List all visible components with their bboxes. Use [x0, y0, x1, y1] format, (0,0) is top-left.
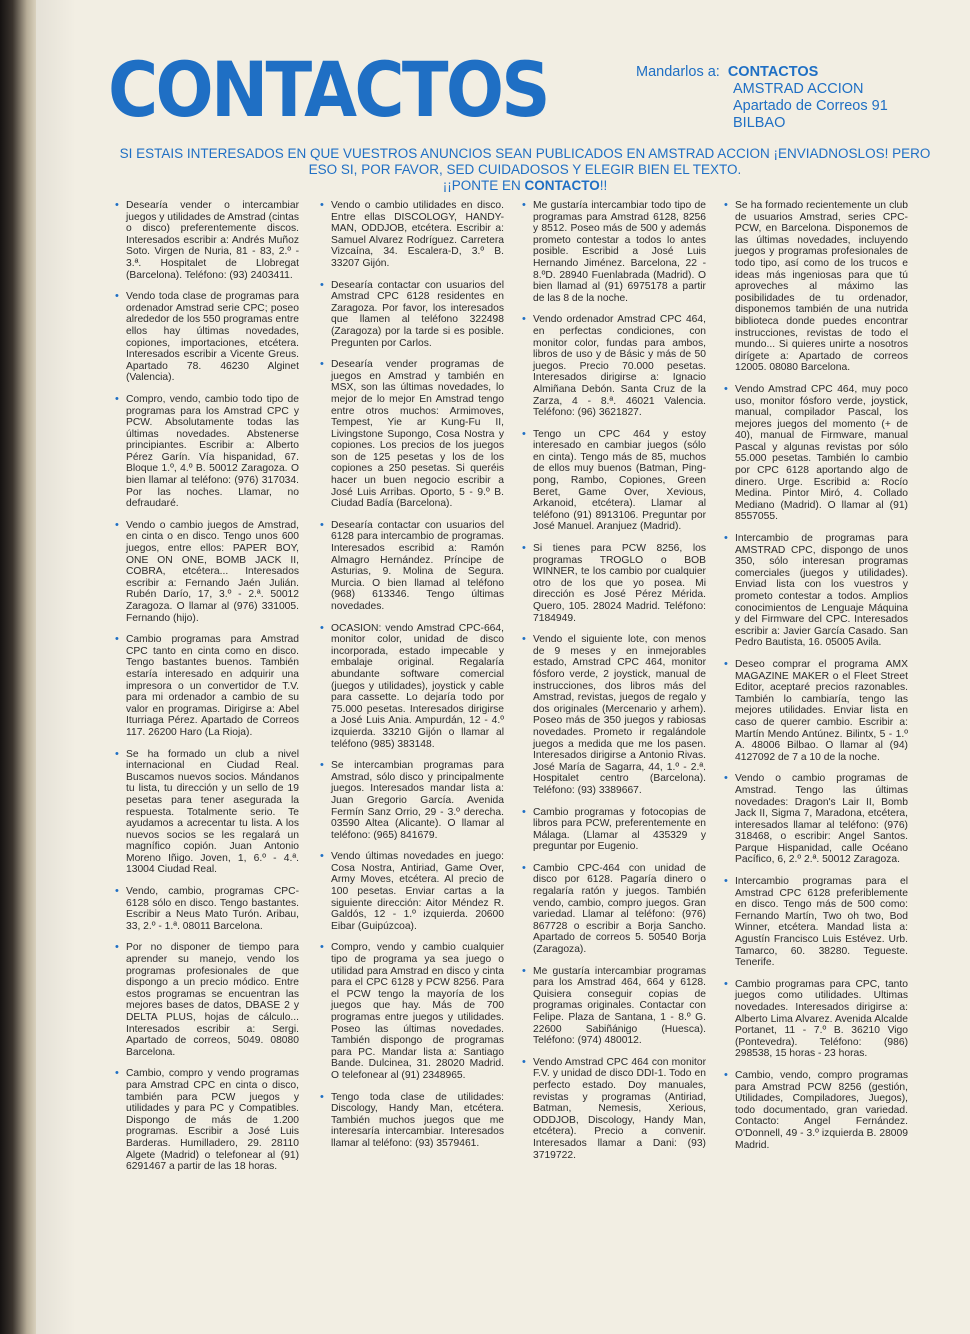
- classified-ad: • Vendo Amstrad CPC 464 con monitor F.V. y unidad de disco DDI-1. Todo en perfecto estado. Doy manuales, revistas y programas (Antiriad, Batman, Nemesis, Xerious, ODDJOB, Discology, Handy Man, etcétera). Precio a convenir. Interesados llamar a Dani: (93) 3719722.: [522, 1057, 706, 1161]
- classified-ad: • Cambio programas para Amstrad CPC tanto en cinta como en disco. Tengo bastantes buenos. También estaría interesado en adquirir una impresora o un convertidor de T.V. para mi ordenador a cambio de su valor en programas. Dirigirse a: Abel Iturriaga Pérez. Apartado de Correos 117. 26200 Haro (La Rioja).: [115, 634, 299, 738]
- classified-ad: • Desearía vender programas de juegos en Amstrad y también en MSX, son las últimas novedades, lo mejor de lo mejor En Amstrad tengo entre otros muchos: Armimoves, Tempest, Yie ar Kung-Fu II, Livingstone Supongo, Cosa Nostra y copiones. Los precios de los juegos son de 125 pesetas y los de los copiones a 250 pesetas. Si queréis hacer un buen negocio escribir a José Luis Arribas. Oporto, 5 - 9.º B. Ciudad Badía (Barcelona).: [320, 359, 504, 510]
- classified-ad: • Cambio, vendo, compro programas para Amstrad PCW 8256 (gestión, Utilidades, Compiladores, Juegos), todo documentado, gran variedad. Contacto: Angel Fernández. O'Donnell, 49 - 3.º izquierda B. 28009 Madrid.: [724, 1070, 908, 1151]
- classified-ad: • Me gustaría intercambiar programas para los Amstrad 464, 664 y 6128. Quisiera conseguir copias de programas originales. Contactar con Felipe. Plaza de Santana, 1 - 8.º G. 22600 Sabiñánigo (Huesca). Teléfono: (974) 480012.: [522, 966, 706, 1047]
- classified-ad: • Vendo el siguiente lote, con menos de 9 meses y en inmejorables estado, Amstrad CPC 464, monitor fósforo verde, 2 joystick, manual de instrucciones, dos libros más del Amstrad, revistas, juegos de regalo y dos originales (Mercenario y arhem). Poseo más de 350 juegos y rabiosas novedades. Prometo ir regalándole juegos a medida que me los pasen. Interesados dirigirse a Antonio Rivas. José María de Sagarra, 44, 1.º - 2.ª. Hospitalet centro (Barcelona). Teléfono: (93) 3389667.: [522, 634, 706, 796]
- classified-ad: • Cambio CPC-464 con unidad de disco por 6128. Pagaría dinero o regalaría ratón y juegos. También vendo, cambio, compro juegos. Gran variedad. Llamar al teléfono: (976) 867728 o escribir a Borja Sancho. Apartado de correos 5. 50540 Borja (Zaragoza).: [522, 863, 706, 956]
- contact-word: CONTACTO: [524, 178, 600, 193]
- contact-prefix: ¡¡PONTE EN: [442, 178, 521, 193]
- classifieds-column-4: [724, 200, 908, 1161]
- classified-ad: • Cambio programas para CPC, tanto juegos como utilidades. Ultimas novedades. Interesados dirigirse a: Alberto Lima Alvarez. Avenida Alcalde Portanet, 11 - 7.º B. 36210 Vigo (Pontevedra). Teléfono: (986) 298538, 15 horas - 23 horas.: [724, 979, 908, 1060]
- classifieds-column-2: [320, 200, 504, 1160]
- classified-ad: • Se ha formado un club a nivel internacional en Ciudad Real. Buscamos nuevos socios. Mándanos tu lista, tu dirección y un sello de 19 pesetas para tener asegurada la respuesta. Totalmente serio. Te ayudamos a acrecentar tu lista. A los nuevos socios se les regalará un magnífico copión. Juan Antonio Moreno Iñigo. Joven, 1, 6.º - 4.ª. 13004 Ciudad Real.: [115, 749, 299, 877]
- classified-ad: • Si tienes para PCW 8256, los programas TROGLO o BOB WINNER, te los cambio por cualquier otro de los que yo posea. Mi dirección es José Pérez Mérida. Quero, 105. 28024 Madrid. Teléfono: 7184949.: [522, 543, 706, 624]
- classified-ad: • Vendo o cambio juegos de Amstrad, en cinta o en disco. Tengo unos 600 juegos, entre ellos: PAPER BOY, ONE ON ONE, BOMB JACK II, COBRA, etcétera... Interesados escribir a: Fernando Jaén Julián. Rubén Darío, 17, 3.º - 2.ª. 50012 Zaragoza. O llamar al (976) 331005. Fernando (hijo).: [115, 520, 299, 624]
- mailing-address: [636, 64, 888, 132]
- magazine-page: [36, 0, 970, 1334]
- contact-line: [110, 178, 940, 194]
- send-label: Mandarlos a:: [636, 64, 720, 80]
- address-line: Apartado de Correos 91: [733, 98, 888, 114]
- classifieds-column-1: [115, 200, 299, 1183]
- classified-ad: • Compro, vendo, cambio todo tipo de programas para los Amstrad CPC y PCW. Absolutamente todas las últimas novedades. Abstenerse principiantes. Escribir a: Alberto Pérez Garín. Vía hispanidad, 67. Bloque 1.º, 4.º B. 50012 Zaragoza. O bien llamar al teléfono: (976) 317034. Por las noches. Llamar, no defraudaré.: [115, 394, 299, 510]
- intro-text: [110, 146, 940, 194]
- contact-suffix: !!: [599, 178, 608, 193]
- classified-ad: • Intercambio programas para el Amstrad CPC 6128 preferiblemente en disco. Tengo más de 500 como: Fernando Martín, Two oh two, Bod Winner, etcétera. Mandad lista a: Agustín Francisco Luis Estévez. Urb. Tamarco, 60. 38280. Tegueste. Tenerife.: [724, 876, 908, 969]
- classifieds-column-3: [522, 200, 706, 1171]
- classified-ad: • Se intercambian programas para Amstrad, sólo disco y principalmente juegos. Interesados mandar lista a: Juan Gregorio García. Avenida Fermín Sanz Orrio, 29 - 3.º derecha. 03590 Altea (Alicante). O llamar al teléfono: (965) 841679.: [320, 760, 504, 841]
- classified-ad: • Vendo o cambio programas de Amstrad. Tengo las últimas novedades: Dragon's Lair II, Bomb Jack II, Sigma 7, Maradona, etcétera, interesados llamar al teléfono: (976) 318468, o escribir: Angel Santos. Parque Hispanidad, calle Océano Pacífico, 6, 2.º 2.ª. 50012 Zaragoza.: [724, 773, 908, 866]
- address-line: BILBAO: [733, 115, 786, 131]
- send-to: CONTACTOS: [727, 64, 819, 80]
- classified-ad: • Cambio, compro y vendo programas para Amstrad CPC en cinta o disco, también para PCW juegos y utilidades y para PC y Compatibles. Dispongo de más de 1.200 programas. Escribir a José Luis Barderas. Humilladero, 29. 28110 Algete (Madrid) o telefonear al (91) 6291467 a partir de las 18 horas.: [115, 1068, 299, 1172]
- classified-ad: • Cambio programas y fotocopias de libros para PCW, preferentemente en Málaga. (Llamar al 435329 y preguntar por Eugenio.: [522, 807, 706, 853]
- classified-ad: • Vendo o cambio utilidades en disco. Entre ellas DISCOLOGY, HANDY-MAN, ODDJOB, etcétera. Escribir a: Samuel Alvarez Rodríguez. Carretera Vizcaína, 34. Escalera-D, 3.º B. 33207 Gijón.: [320, 200, 504, 270]
- classified-ad: • Vendo ordenador Amstrad CPC 464, en perfectas condiciones, con monitor color, fundas para ambos, libros de uso y de Básic y más de 50 juegos. Precio 70.000 pesetas. Interesados dirigirse a: Ignacio Almiñana Debón. Santa Cruz de la Zarza, 4 - 8.ª. 46021 Valencia. Teléfono: (96) 3621827.: [522, 314, 706, 418]
- classified-ad: • OCASION: vendo Amstrad CPC-664, monitor color, unidad de disco incorporada, estado impecable y embalaje original. Regalaría abundante software comercial (juegos y utilidades), joystick y cable para cassette. Lo dejaría todo por 75.000 pesetas. Interesados dirigirse a José Luis Ania. Ampurdán, 12 - 4.º izquierda. 33210 Gijón o llamar al teléfono (985) 383148.: [320, 623, 504, 751]
- page-title: CONTACTOS: [108, 45, 548, 134]
- classified-ad: • Se ha formado recientemente un club de usuarios Amstrad, series CPC-PCW, en Barcelona. Disponemos de las últimas novedades, incluyendo juegos y programas profesionales de todo tipo, así como de los trucos e ideas más ingeniosas para que tú aproveches al máximo las posibilidades de tu ordenador, disponemos también de una nutrida biblioteca donde puedes encontrar instrucciones, revistas de todo el mundo... Si quieres unirte a nosotros dirígete a: Apartado de correos 12005. 08080 Barcelona.: [724, 200, 908, 374]
- classified-ad: • Tengo toda clase de utilidades: Discology, Handy Man, etcétera. También muchos juegos que me interesaría intercambiar. Interesados llamar al teléfono: (93) 3579461.: [320, 1092, 504, 1150]
- magazine-binding: [0, 0, 36, 1334]
- classified-ad: • Compro, vendo y cambio cualquier tipo de programa ya sea juego o utilidad para Amstrad en disco y cinta para el CPC 6128 y PCW 8256. Para el PCW tengo la mayoría de los juegos que hay. Más de 700 programas entre juegos y utilidades. Poseo las últimas novedades. También dispongo de programas para PC. Mandar lista a: Santiago Bande. Dulcinea, 31. 28020 Madrid. O telefonear al (91) 2348965.: [320, 942, 504, 1081]
- classified-ad: • Desearía vender o intercambiar juegos y utilidades de Amstrad (cintas o disco) preferentemente discos. Interesados escribir a: Andrés Muñoz Soto. Virgen de Nuria, 81 - 83, 2.º - 3.ª. Hospitalet de Llobregat (Barcelona). Teléfono: (93) 2403411.: [115, 200, 299, 281]
- classified-ad: • Tengo un CPC 464 y estoy interesado en cambiar juegos (sólo en cinta). Tengo más de 85, muchos de ellos muy buenos (Batman, Ping-pong, Rambo, Copiones, Green Beret, Game Over, Xevious, Arkanoid, etcétera). Llamar al teléfono (91) 8913106. Preguntar por José Manuel. Aranjuez (Madrid).: [522, 429, 706, 533]
- classified-ad: • Me gustaría intercambiar todo tipo de programas para Amstrad 6128, 8256 y 8512. Poseo más de 500 y además prometo contestar a todos lo antes posible. Escribid a José Luis Hernando Jiménez. Barcelona, 22 - 8.ºD. 28940 Fuenlabrada (Madrid). O bien llamad al (91) 6975178 a partir de las 8 de la noche.: [522, 200, 706, 304]
- classified-ad: • Deseo comprar el programa AMX MAGAZINE MAKER o el Fleet Street Editor, aceptaré precios razonables. También lo cambiaría, tengo las mejores utilidades. Enviar lista en caso de querer cambio. Escribir a: Martín Mendo Antúnez. Bilintx, 5 - 1.º A. 48006 Bilbao. O llamar al (94) 4127092 de 7 a 10 de la noche.: [724, 659, 908, 763]
- classified-ad: • Vendo Amstrad CPC 464, muy poco uso, monitor fósforo verde, joystick, manual, compilador Pascal, los mejores juegos del momento (+ de 40), manual de Firmware, manual Pascal y algunas revistas por sólo 55.000 pesetas. También lo cambio por CPC 6128 aportando algo de dinero. Urge. Escribid a: Rocío Medina. Pintor Miró, 4. Collado Mediano (Madrid). O llamar al (91) 8557055.: [724, 384, 908, 523]
- classified-ad: • Desearía contactar con usuarios del 6128 para intercambio de programas. Interesados escribid a: Ramón Almagro Hernández. Príncipe de Asturias, 9. Molina de Segura. Murcia. O bien llamad al teléfono (968) 613346. Tengo últimas novedades.: [320, 520, 504, 613]
- classified-ad: • Vendo, cambio, programas CPC-6128 sólo en disco. Tengo bastantes. Escribir a Neus Mato Turón. Aribau, 33, 2.º - 1.ª. 08011 Barcelona.: [115, 886, 299, 932]
- classified-ad: • Desearía contactar con usuarios del Amstrad CPC 6128 residentes en Zaragoza. Por favor, los interesados que llamen al teléfono 322498 (Zaragoza) por la tarde si es posible. Pregunten por Carlos.: [320, 280, 504, 350]
- classified-ad: • Vendo toda clase de programas para ordenador Amstrad serie CPC; poseo alrededor de los 550 programas entre ellos hay últimas novedades, copiones, importaciones, etcétera. Interesados escribir a Vicente Greus. Apartado 78. 46230 Alginet (Valencia).: [115, 291, 299, 384]
- classified-ad: • Vendo últimas novedades en juego: Cosa Nostra, Antiriad, Game Over, Army Moves, etcétera. Al precio de 100 pesetas. Enviar cartas a la siguiente dirección: Aitor Méndez R. Galdós, 12 - 1.º izquierda. 20600 Eibar (Guipúzcoa).: [320, 851, 504, 932]
- classified-ad: • Por no disponer de tiempo para aprender su manejo, vendo los programas profesionales de que dispongo a un precio módico. Entre estos programas se encuentran las mejores bases de datos, DBASE 2 y DELTA PLUS, hojas de cálculo... Interesados escribir a: Sergi. Apartado de correos, 5049. 08080 Barcelona.: [115, 942, 299, 1058]
- intro-body: SI ESTAIS INTERESADOS EN QUE VUESTROS ANUNCIOS SEAN PUBLICADOS EN AMSTRAD ACCION ¡ENVIADNOSLOS! PERO ESO SI, POR FAVOR, SED CUIDADOSOS Y ELEGIR BIEN EL TEXTO.: [119, 146, 931, 177]
- classified-ad: • Intercambio de programas para AMSTRAD CPC, dispongo de unos 350, sólo interesan programas comerciales (juegos y utilidades). Enviad lista con los vuestros y prometo contestar a todos. Amplios conocimientos de Lenguaje Máquina y del Firmware del CPC. Interesados escribir a: Javier García Casado. San Pedro Bautista, 16. 05005 Avila.: [724, 533, 908, 649]
- address-line: AMSTRAD ACCION: [733, 81, 864, 97]
